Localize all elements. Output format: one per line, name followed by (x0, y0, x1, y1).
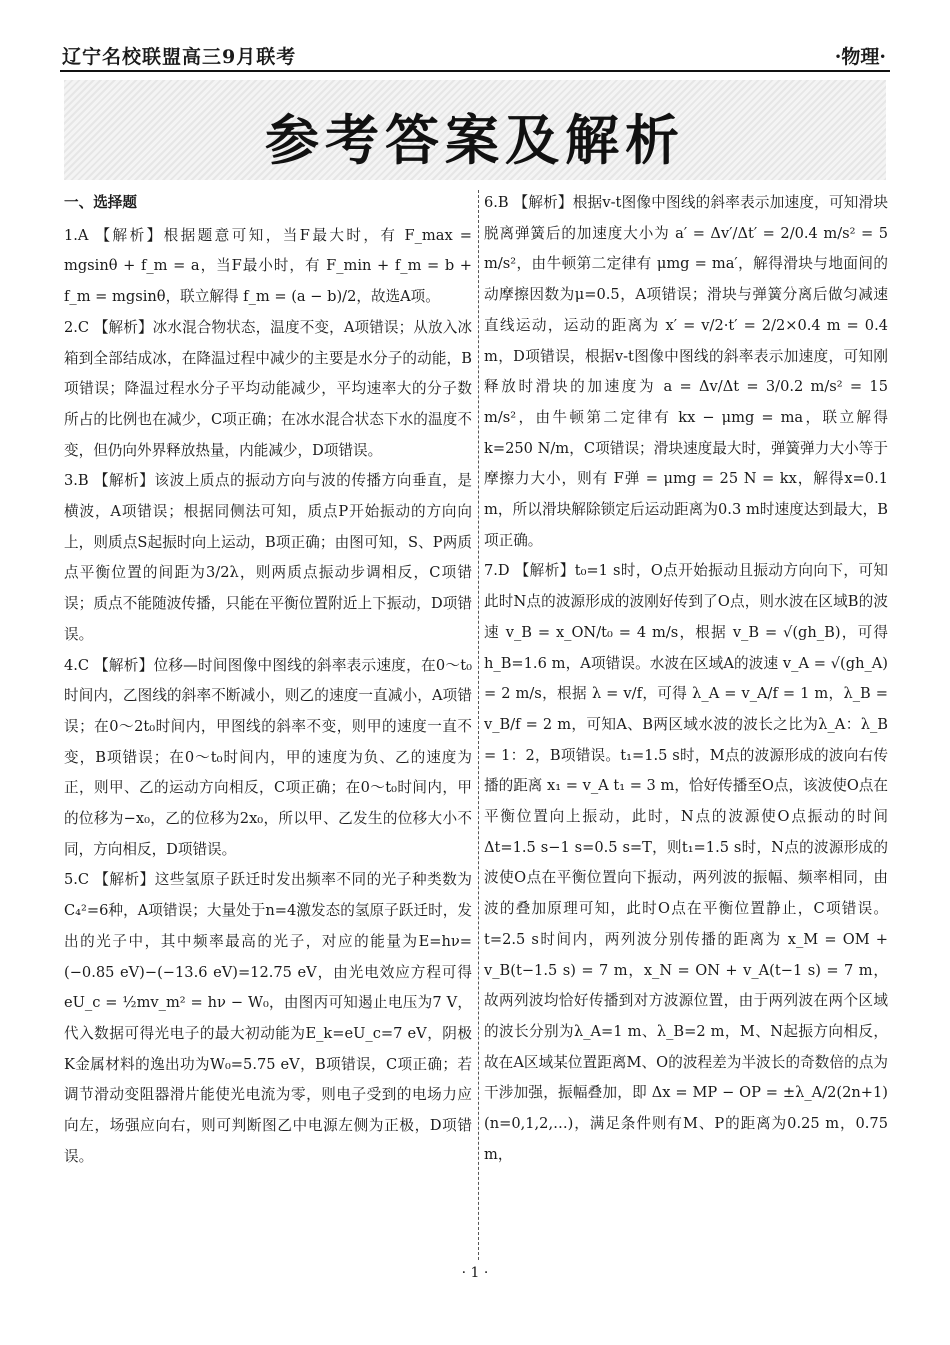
right-column (484, 188, 888, 1171)
answer-item-3: 3.B 【解析】该波上质点的振动方向与波的传播方向垂直，是横波，A项错误；根据同侧法可知，质点P开始振动的方向向上，则质点S起振时向上运动，B项正确；由图可知，S、P两质点平衡位置的间距为3/2λ，则两质点振动步调相反，C项错误；质点不能随波传播，只能在平衡位置附近上下振动，D项错误。 (64, 472, 472, 643)
exam-title: 辽宁名校联盟高三9月联考 (62, 46, 297, 68)
left-column (64, 188, 472, 1173)
section-heading: 一、选择题 (64, 194, 137, 211)
page-number: · 1 · (461, 1265, 489, 1281)
answer-item-6: 6.B 【解析】根据v-t图像中图线的斜率表示加速度，可知滑块脱离弹簧后的加速度大小为 a′ = Δv′/Δt′ = 2/0.4 m/s² = 5 m/s²，由牛顿第二定律有 μmg = ma′，解得滑块与地面间的动摩擦因数为μ=0.5，A项错误；滑块与弹簧分离后做匀减速直线运动，运动的距离为 x′ = v/2·t′ = 2/2×0.4 m = 0.4 m，D项错误，根据v-t图像中图线的斜率表示加速度，可知刚释放时滑块的加速度为 a = Δv/Δt = 3/0.2 m/s² = 15 m/s²，由牛顿第二定律有 kx − μmg = ma，联立解得k=250 N/m，C项错误；滑块速度最大时，弹簧弹力大小等于摩擦力大小，则有 F弹 = μmg = 25 N = kx，解得x=0.1 m，所以滑块解除锁定后运动距离为0.3 m时速度达到最大，B项正确。 (484, 194, 888, 549)
title-banner (64, 80, 886, 180)
page-header (60, 40, 890, 72)
subject-label: ·物理· (834, 46, 886, 68)
answer-item-7: 7.D 【解析】t₀=1 s时，O点开始振动且振动方向向下，可知此时N点的波源形成的波刚好传到了O点，则水波在区域B的波速 v_B = x_ON/t₀ = 4 m/s，根据 v_B = √(gh_B)，可得h_B=1.6 m，A项错误。水波在区域A的波速 v_A = √(gh_A) = 2 m/s，根据 λ = v/f，可得 λ_A = v_A/f = 1 m，λ_B = v_B/f = 2 m，可知A、B两区域水波的波长之比为λ_A：λ_B = 1：2，B项错误。t₁=1.5 s时，M点的波源形成的波向右传播的距离 x₁ = v_A t₁ = 3 m，恰好传播至O点，该波使O点在平衡位置向上振动，此时，N点的波源使O点振动的时间 Δt=1.5 s−1 s=0.5 s=T，则t₁=1.5 s时，N点的波源形成的波使O点在平衡位置向下振动，两列波的振幅、频率相同，由波的叠加原理可知，此时O点在平衡位置静止，C项错误。t=2.5 s时间内，两列波分别传播的距离为 x_M = OM + v_B(t−1.5 s) = 7 m，x_N = ON + v_A(t−1 s) = 7 m，故两列波均恰好传播到对方波源位置，由于两列波在两个区域的波长分别为λ_A=1 m、λ_B=2 m，M、N起振方向相反，故在A区域某位置距离M、O的波程差为半波长的奇数倍的点为干涉加强，振幅叠加，即 Δx = MP − OP = ±λ_A/2(2n+1)(n=0,1,2,…)，满足条件则有M、P的距离为0.25 m，0.75 m， (484, 562, 888, 1163)
answer-item-5: 5.C 【解析】这些氢原子跃迁时发出频率不同的光子种类数为C₄²=6种，A项错误；大量处于n=4激发态的氢原子跃迁时，发出的光子中，其中频率最高的光子，对应的能量为E=hν=(−0.85 eV)−(−13.6 eV)=12.75 eV，由光电效应方程可得 eU_c = ½mv_m² = hν − W₀，由图丙可知遏止电压为7 V，代入数据可得光电子的最大初动能为E_k=eU_c=7 eV，阴极K金属材料的逸出功为W₀=5.75 eV，B项错误，C项正确；若调节滑动变阻器滑片能使光电流为零，则电子受到的电场力应向左，场强应向右，则可判断图乙中电源左侧为正极，D项错误。 (64, 871, 472, 1165)
answer-item-2: 2.C 【解析】冰水混合物状态，温度不变，A项错误；从放入冰箱到全部结成冰，在降温过程中减少的主要是水分子的动能，B项错误；降温过程水分子平均动能减少，平均速率大的分子数所占的比例也在减少，C项正确；在冰水混合状态下水的温度不变，但仍向外界释放热量，内能减少，D项错误。 (64, 318, 472, 459)
page-title: 参考答案及解析 (265, 109, 685, 172)
answer-item-4: 4.C 【解析】位移—时间图像中图线的斜率表示速度，在0～t₀时间内，乙图线的斜率不断减小，则乙的速度一直减小，A项错误；在0～2t₀时间内，甲图线的斜率不变，则甲的速度一直不变，B项错误；在0～t₀时间内，甲的速度为负、乙的速度为正，则甲、乙的运动方向相反，C项正确；在0～t₀时间内，甲的位移为−x₀，乙的位移为2x₀，所以甲、乙发生的位移大小不同，方向相反，D项错误。 (64, 656, 472, 858)
answer-item-1: 1.A 【解析】根据题意可知，当F最大时，有 F_max = mgsinθ + f_m = a，当F最小时，有 F_min + f_m = b + f_m = mgsinθ，联立解得 f_m = (a − b)/2，故选A项。 (64, 226, 472, 306)
column-divider (478, 190, 479, 1260)
